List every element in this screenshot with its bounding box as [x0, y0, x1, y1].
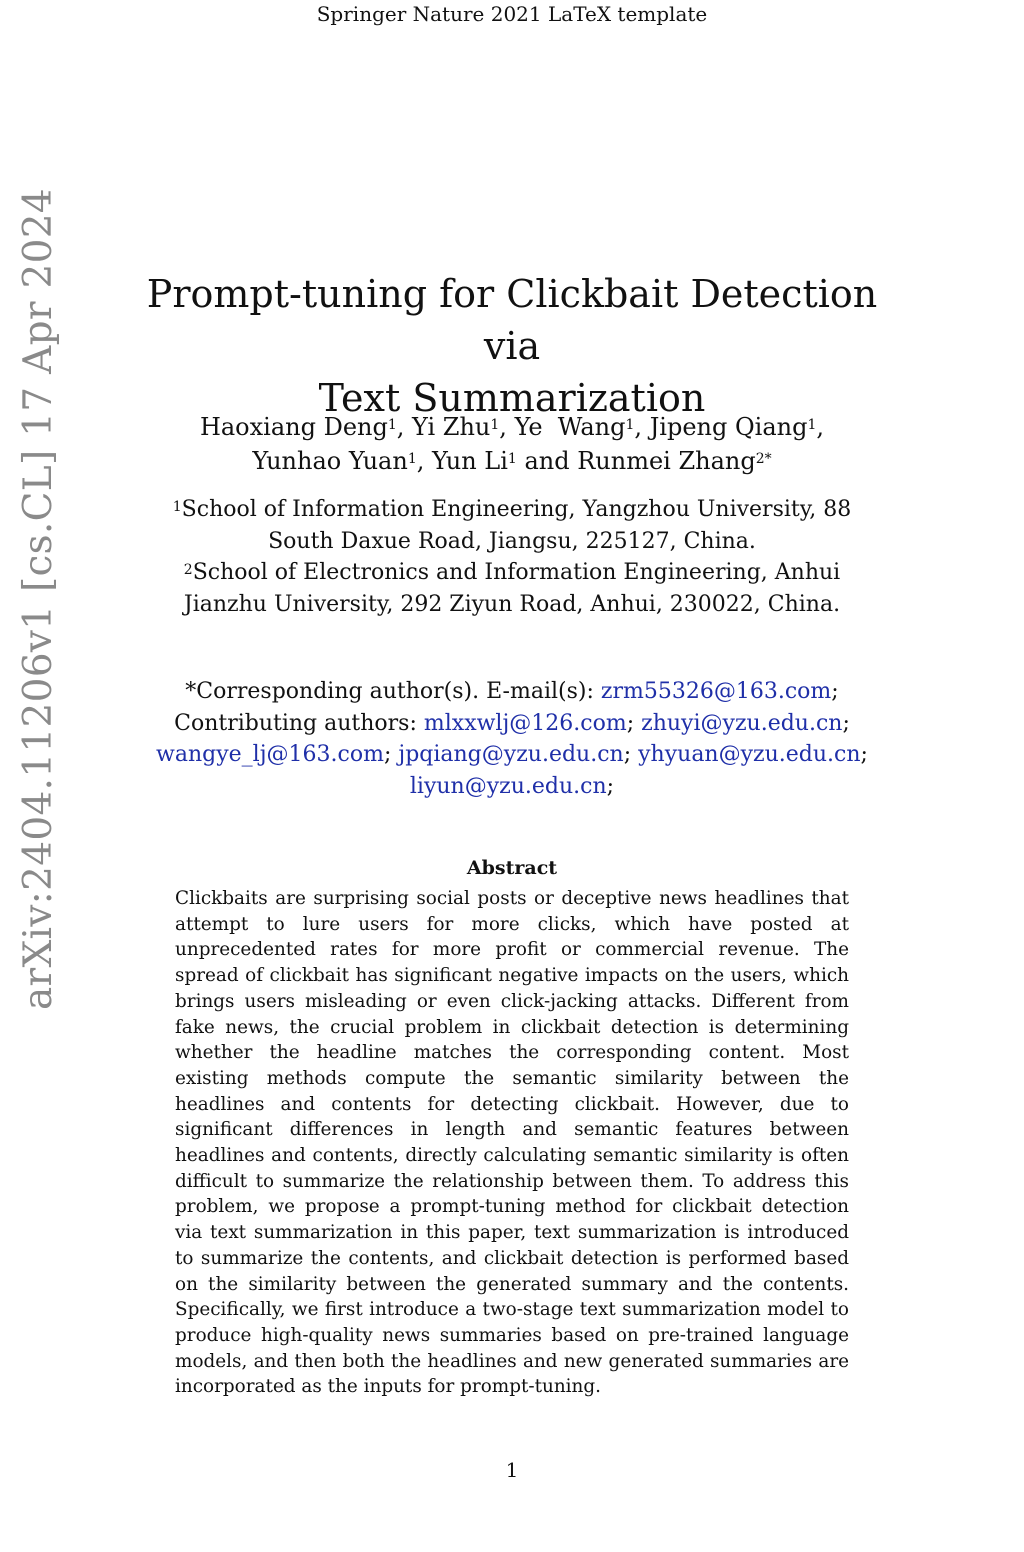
author: [412, 413, 515, 441]
abstract-heading: Abstract: [466, 857, 558, 879]
email-separator: ;: [842, 710, 850, 736]
email-separator: ;: [860, 742, 868, 767]
email-link[interactable]: wangye_lj@163.com: [156, 742, 384, 767]
author-separator: ,: [499, 413, 515, 441]
author-affiliation-mark: 1: [625, 417, 635, 433]
affiliation-text: School of Information Engineering, Yangzhou University, 88 South Daxue Road, Jiangsu, 225127, China.: [181, 497, 852, 554]
affiliation-text: School of Electronics and Information Engineering, Anhui Jianzhu University, 292 Ziyun Road, Anhui, 230022, China.: [183, 560, 841, 617]
email-link[interactable]: zrm55326@163.com: [600, 679, 832, 704]
author-separator: ,: [416, 447, 432, 475]
contributing-line: [150, 771, 874, 803]
email-separator: ;: [606, 773, 615, 799]
corresponding-label: *Corresponding author(s). E-mail(s):: [185, 679, 601, 704]
arxiv-identifier-stamp: arXiv:2404.11206v1 [cs.CL] 17 Apr 2024: [16, 188, 61, 1010]
author-name: Yi Zhu: [412, 413, 491, 441]
contributing-label: Contributing authors:: [174, 710, 424, 736]
author-affiliation-mark: 2*: [755, 451, 772, 467]
email-separator: ;: [623, 742, 632, 767]
email-link[interactable]: zhuyi@yzu.edu.cn: [641, 710, 843, 736]
author: [252, 447, 432, 475]
title-line-2: Text Summarization: [318, 376, 706, 420]
author: [200, 413, 412, 441]
corresponding-line: [150, 676, 874, 708]
author-list: [170, 410, 854, 478]
title-line-1: Prompt-tuning for Clickbait Detection via: [146, 272, 878, 368]
running-head: Springer Nature 2021 LaTeX template: [316, 2, 708, 26]
affiliations: [150, 494, 874, 620]
author-name: Yunhao Yuan: [252, 447, 408, 475]
affiliation: [150, 494, 874, 557]
author-separator: ,: [816, 413, 825, 441]
contact-info: [150, 676, 874, 802]
contributing-line: [150, 708, 874, 740]
author-separator: ,: [634, 413, 650, 441]
author-affiliation-mark: 1: [490, 417, 500, 433]
author-affiliation-mark: 1: [407, 451, 417, 467]
author-name: Yun Li: [432, 447, 508, 475]
author-name: Jipeng Qiang: [649, 413, 808, 441]
author-name: Ye Wang: [514, 413, 626, 441]
email-link[interactable]: yhyuan@yzu.edu.cn: [638, 742, 861, 767]
affiliation: [150, 557, 874, 620]
author-separator: and: [516, 447, 578, 475]
author-name: Haoxiang Deng: [199, 413, 388, 441]
author: [515, 413, 650, 441]
contributing-line: [150, 739, 874, 771]
abstract-body: Clickbaits are surprising social posts or deceptive news headlines that attempt to lure users for more clicks, which have posted at unprecedented rates for more profit or commercial revenue. The spread of clickbait has significant negative impacts on the users, which brings users misleading or even click-jacking attacks. Different from fake news, the crucial problem in clickbait detection is determining whether the headline matches the corresponding content. Most existing methods compute the semantic similarity between the headlines and contents for detecting clickbait. However, due to significant differences in length and semantic features between headlines and contents, directly calculating semantic similarity is often difficult to summarize the relationship between them. To address this problem, we propose a prompt-tuning method for clickbait detection via text summarization in this paper, text summarization is introduced to summarize the contents, and clickbait detection is performed based on the similarity between the generated summary and the contents. Specifically, we first introduce a two-stage text summarization model to produce high-quality news summaries based on pre-trained language models, and then both the headlines and new generated summaries are incorporated as the inputs for prompt-tuning.: [175, 888, 849, 1398]
email-link[interactable]: liyun@yzu.edu.cn: [409, 773, 607, 799]
email-separator: ;: [626, 710, 635, 736]
author-affiliation-mark: 1: [507, 451, 517, 467]
author-affiliation-mark: 1: [387, 417, 397, 433]
email-link[interactable]: jpqiang@yzu.edu.cn: [398, 742, 624, 767]
affiliation-number: 1: [172, 499, 182, 515]
author: [432, 447, 577, 475]
author-affiliation-mark: 1: [807, 417, 817, 433]
email-separator: ;: [383, 742, 392, 767]
author: [650, 413, 824, 441]
author: [577, 447, 771, 475]
email-link[interactable]: mlxxwlj@126.com: [423, 710, 627, 736]
email-separator: ;: [831, 679, 839, 704]
author-separator: ,: [396, 413, 413, 441]
affiliation-number: 2: [183, 562, 193, 578]
page-number: 1: [505, 1458, 519, 1482]
author-name: Runmei Zhang: [577, 447, 756, 475]
paper-title: [140, 268, 884, 424]
